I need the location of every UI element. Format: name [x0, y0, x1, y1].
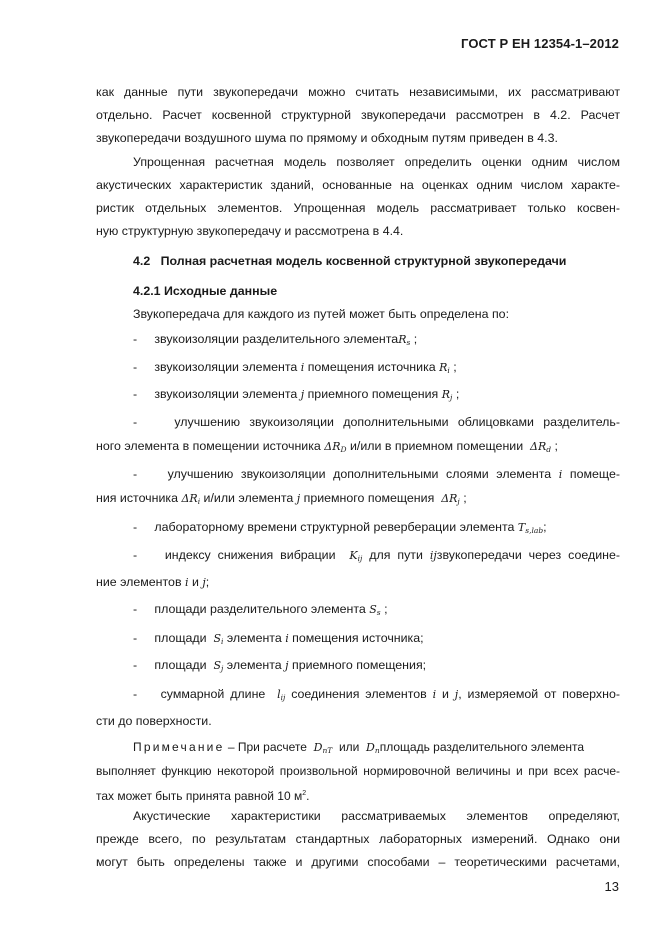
subscript: d: [546, 445, 552, 454]
symbol: R: [441, 388, 451, 401]
list-item: [133, 630, 620, 650]
item-text: элемента: [226, 658, 282, 672]
note-label: Примечание: [133, 740, 225, 754]
note-text: площадь разделительного элемента: [379, 740, 585, 754]
list-item-continuation: [96, 490, 620, 510]
dash-marker: -: [133, 360, 138, 374]
item-text: звукоизоляции элемента: [154, 387, 298, 401]
item-text: и/или элемента: [203, 491, 294, 505]
note: [133, 739, 620, 759]
intro-line: Звукопередача для каждого из путей может быть определена по:: [133, 307, 510, 321]
symbol: ΔR: [530, 440, 547, 453]
dash-marker: -: [133, 602, 138, 616]
dash-marker: -: [133, 548, 138, 562]
item-text: улучшению звукоизоляции дополнительными слоями элемента: [167, 467, 552, 481]
subscript: s: [406, 338, 411, 347]
dash-marker: -: [133, 658, 138, 672]
item-end: ;: [455, 387, 460, 401]
item-text: соединения элементов: [291, 687, 427, 701]
list-item: [133, 519, 620, 539]
item-text: площади: [154, 631, 207, 645]
paragraph-line: Упрощенная расчетная модель позволяет определить оценки одним числом: [133, 155, 620, 169]
dash-marker: -: [133, 467, 138, 481]
variable: j: [285, 659, 289, 672]
item-text: лабораторному времени структурной реверберации элемента: [154, 520, 515, 534]
variable: i: [184, 576, 189, 589]
standard-header: ГОСТ Р ЕН 12354-1–2012: [461, 36, 619, 51]
item-text: помещения источника;: [292, 631, 424, 645]
item-text: и: [191, 575, 199, 589]
paragraph-line: могут быть определены также и другими способами – теоретическими расчетами,: [96, 855, 620, 869]
paragraph-line: прежде всего, по результатам стандартных лабораторных измерений. Однако они: [96, 832, 620, 846]
symbol: ΔR: [441, 492, 458, 505]
paragraph-line: Акустические характеристики рассматриваемых элементов определяют,: [133, 809, 620, 823]
paragraph-line: ристик отдельных элементов. Упрощенная модель рассматривает только косвен-: [96, 201, 620, 215]
subscript: n: [374, 746, 380, 755]
paragraph-line: звукопередачи воздушного шума по прямому и обходным путям приведен в 4.3.: [96, 131, 558, 145]
item-text: звукоизоляции элемента: [154, 360, 298, 374]
dash-marker: -: [133, 520, 138, 534]
paragraph-line: акустических характеристик зданий, основанные на оценках одним числом характе-: [96, 178, 620, 192]
symbol: S: [213, 659, 222, 672]
item-end: ;: [205, 575, 210, 589]
variable: j: [202, 576, 206, 589]
note-line: выполняет функцию некоторой произвольной нормировочной величины и при всех расче-: [96, 764, 620, 778]
item-end: ;: [463, 491, 467, 505]
list-item: [133, 547, 620, 567]
item-text: и: [442, 687, 449, 701]
dash-marker: -: [133, 687, 138, 701]
dash-marker: -: [133, 387, 138, 401]
item-text: ние элементов: [96, 575, 182, 589]
variable: i: [558, 468, 563, 481]
section-number: 4.2: [133, 254, 151, 268]
item-text: элемента: [226, 631, 282, 645]
subscript: ij: [357, 554, 363, 563]
item-text: приемного помещения;: [291, 658, 427, 672]
item-text: площади: [154, 658, 207, 672]
symbol: D: [313, 741, 323, 754]
paragraph-line: отдельно. Расчет косвенной структурной звукопередачи рассмотрен в 4.2. Расчет: [96, 108, 620, 122]
subscript: i: [221, 637, 224, 646]
list-item: [133, 359, 620, 379]
list-item-continuation: [96, 438, 620, 458]
subscript: ij: [280, 693, 286, 702]
item-end: ;: [554, 439, 558, 453]
variable: j: [454, 688, 459, 701]
symbol: K: [349, 549, 358, 562]
list-item: [133, 686, 620, 706]
list-item: [133, 331, 620, 351]
item-text: улучшению звукоизоляции дополнительными облицовками разделитель-: [174, 415, 620, 429]
subscript: j: [450, 393, 453, 402]
dash-marker: -: [133, 631, 138, 645]
variable: i: [432, 688, 437, 701]
paragraph-line: как данные пути звукопередачи можно считать независимыми, их рассматривают: [96, 85, 620, 99]
item-end: ;: [453, 360, 457, 374]
item-text: для пути: [369, 548, 423, 562]
item-text: звукопередачи через соедине-: [436, 548, 620, 562]
item-text: площади разделительного элемента: [154, 602, 366, 616]
paragraph-line: ную структурную звукопередачу и рассмотрена в 4.4.: [96, 224, 404, 238]
variable: i: [285, 632, 289, 645]
item-text: ния источника: [96, 491, 178, 505]
symbol: S: [213, 632, 222, 645]
symbol: S: [369, 603, 377, 616]
symbol: T: [517, 521, 526, 534]
note-text: .: [306, 789, 310, 803]
item-end: ;: [543, 520, 547, 534]
item-text: приемного помещения: [307, 387, 439, 401]
item-text: индексу снижения вибрации: [164, 548, 336, 562]
item-text: помеще-: [569, 467, 620, 481]
section-heading: [133, 253, 620, 269]
subscript: D: [340, 445, 347, 454]
item-text: звукоизоляции разделительного элемента: [154, 332, 399, 346]
symbol: R: [398, 333, 407, 346]
subscript: i: [447, 366, 450, 375]
dash-marker: -: [133, 332, 138, 346]
symbol: l: [277, 688, 281, 701]
item-end: ;: [384, 602, 388, 616]
note-text: или: [338, 740, 360, 754]
item-text: помещения источника: [307, 360, 436, 374]
subscript: s: [376, 608, 381, 617]
symbol: R: [439, 361, 448, 374]
symbol: D: [366, 741, 375, 754]
item-end: ;: [413, 332, 418, 346]
variable: j: [296, 492, 301, 505]
subscript: j: [457, 497, 460, 506]
item-text: , измеряемой от поверхно-: [458, 687, 620, 701]
section-title: Полная расчетная модель косвенной структурной звукопередачи: [160, 254, 567, 268]
subsection-heading: 4.2.1 Исходные данные: [133, 284, 278, 298]
list-item-continuation: сти до поверхности.: [96, 714, 212, 728]
dash-marker: -: [133, 415, 138, 429]
variable: i: [300, 361, 305, 374]
list-item: [133, 414, 620, 430]
list-item: [133, 657, 620, 677]
variable: j: [300, 388, 305, 401]
note-text: тах может быть принята равной 10 м: [96, 789, 303, 803]
list-item: [133, 466, 620, 483]
symbol: ΔR: [181, 492, 198, 505]
page-number: 13: [604, 879, 619, 894]
note-text: – При расчете: [227, 740, 307, 754]
note-line: [96, 786, 620, 804]
item-text: и/или в приемном помещении: [349, 439, 524, 453]
list-item: [133, 386, 620, 406]
subscript: i: [197, 497, 201, 506]
symbol: ΔR: [324, 440, 341, 453]
list-item-continuation: [96, 574, 620, 591]
subscript: nT: [322, 746, 333, 755]
variable: ij: [429, 549, 437, 562]
item-text: суммарной длине: [160, 687, 266, 701]
item-text: приемного помещения: [303, 491, 435, 505]
superscript: 2: [302, 790, 307, 797]
subscript: j: [221, 664, 224, 673]
subscript: s,lab: [525, 526, 544, 535]
item-text: ного элемента в помещении источника: [96, 439, 321, 453]
list-item: [133, 601, 620, 621]
